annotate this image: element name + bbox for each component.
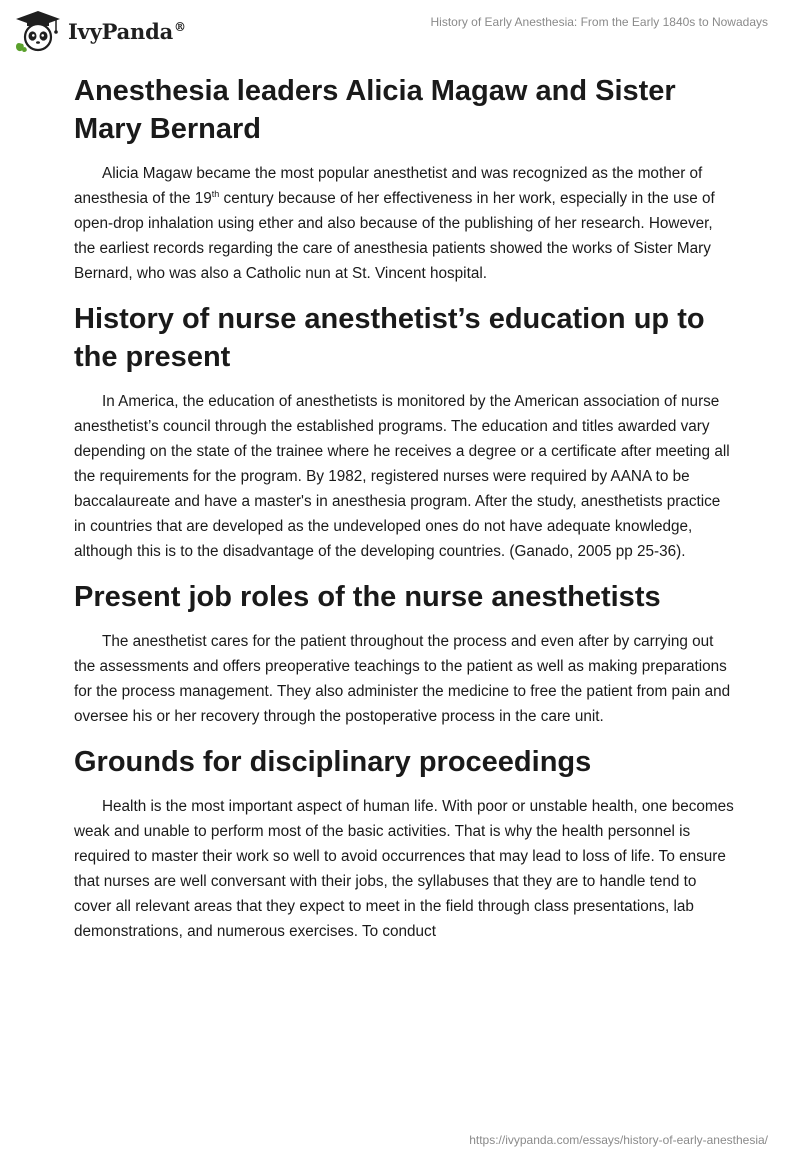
section-heading: History of nurse anesthetist’s education up to the present [74, 303, 705, 373]
brand-name: IvyPanda® [68, 18, 186, 44]
section-heading: Grounds for disciplinary proceedings [74, 746, 592, 778]
registered-mark: ® [174, 19, 186, 34]
section-paragraph: The anesthetist cares for the patient throughout the process and even after by carrying out the assessments and offers preoperative teachings to the patient as well as making preparations for the process management. They also administer the medicine to free the patient from pain and oversee his or her recovery through the postoperative process in the care unit. [74, 633, 731, 725]
panda-graduate-icon [14, 9, 62, 53]
section-paragraph: In America, the education of anesthetists is monitored by the American association of nurse anesthetist’s council through the established programs. The education and titles awarded vary depending on the state of the trainee where he receives a degree or a certificate after meeting all the requirements for the program. By 1982, registered nurses were required by AANA to be baccalaureate and have a master's in anesthesia program. After the study, anesthetists practice in countries that are developed as the undeveloped ones do not have adequate knowledge, although this is to the disadvantage of the developing countries. (Ganado, 2005 pp 25-36). [74, 393, 730, 560]
source-url[interactable]: https://ivypanda.com/essays/history-of-early-anesthesia/ [469, 1133, 768, 1147]
brand-logo[interactable] [14, 9, 186, 53]
section-paragraph: Health is the most important aspect of human life. With poor or unstable health, one becomes weak and unable to perform most of the basic activities. That is why the health personnel is required to master their work so well to avoid occurrences that may lead to loss of life. To ensure that nurses are well conversant with their jobs, the syllabuses that they are to handle tend to cover all relevant areas that they expect to meet in the field through class presentations, lab demonstrations, and numerous exercises. To conduct [74, 798, 734, 940]
section-heading: Present job roles of the nurse anesthetists [74, 581, 661, 613]
page-header [0, 0, 800, 64]
section-paragraph: Alicia Magaw became the most popular anesthetist and was recognized as the mother of anesthesia of the 19th century because of her effectiveness in her work, especially in the use of open-drop inhalation using ether and also because of the publishing of her research. However, the earliest records regarding the care of anesthesia patients showed the works of Sister Mary Bernard, who was also a Catholic nun at St. Vincent hospital. [74, 165, 715, 282]
article-body [74, 72, 734, 944]
document-title: History of Early Anesthesia: From the Early 1840s to Nowadays [430, 15, 768, 29]
section-heading: Anesthesia leaders Alicia Magaw and Sister Mary Bernard [74, 75, 676, 145]
superscript: th [211, 188, 220, 199]
